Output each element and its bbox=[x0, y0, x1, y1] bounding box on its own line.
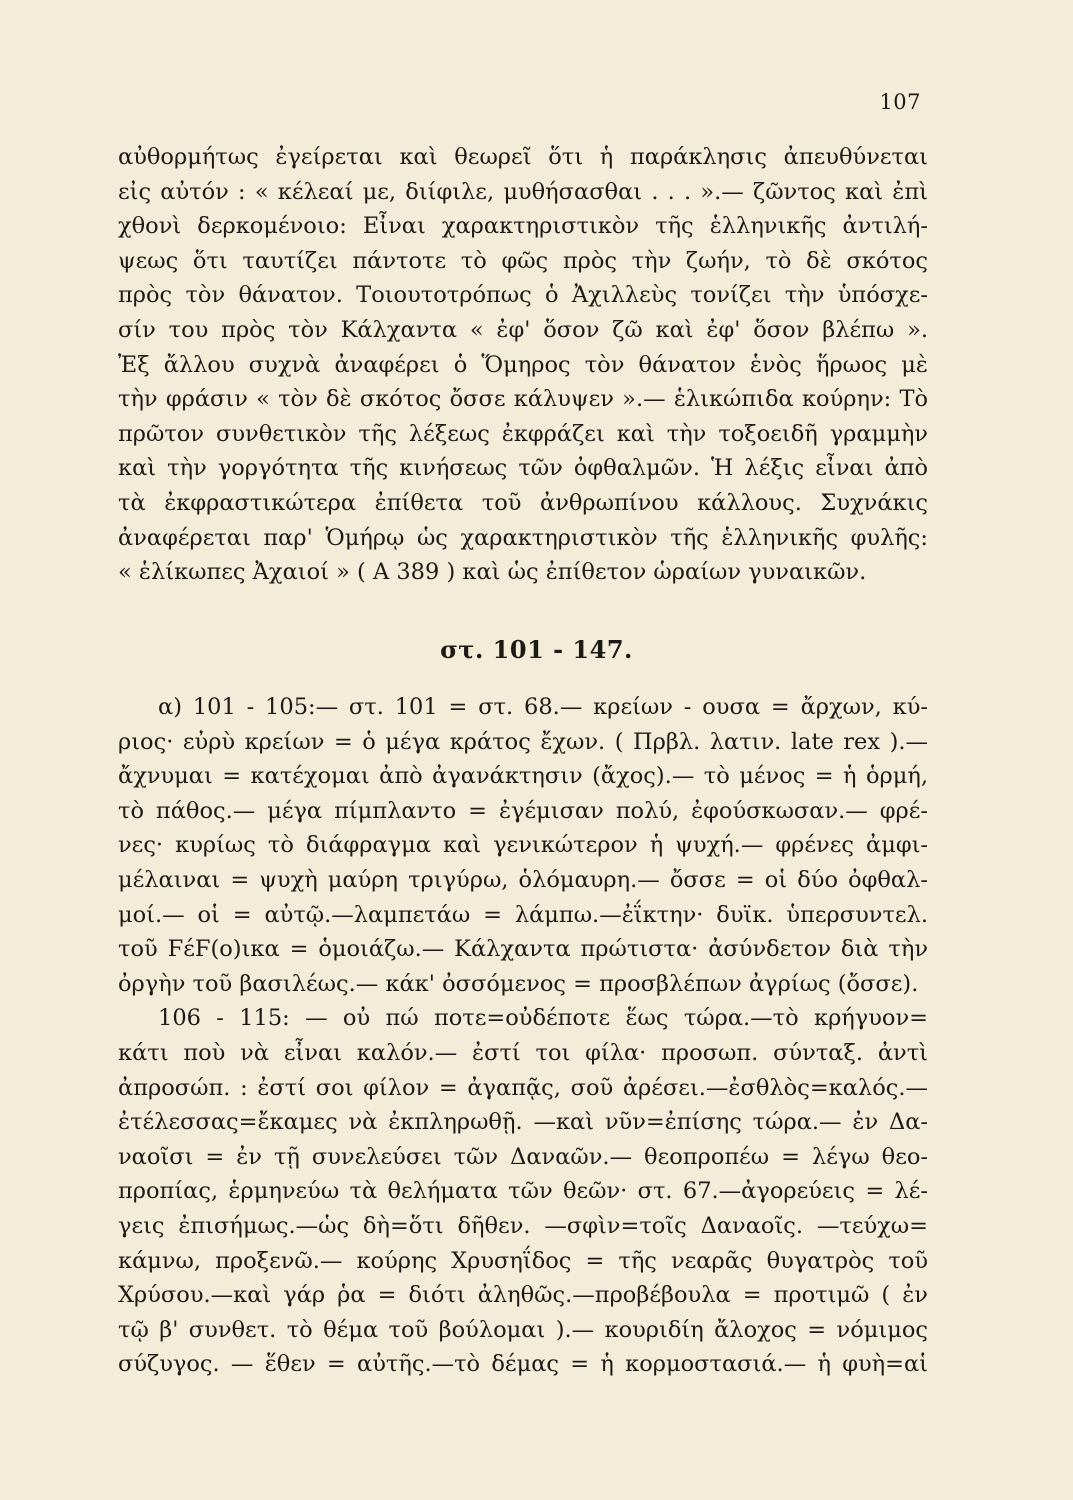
text-line: τὰ ἐκφραστικώτερα ἐπίθετα τοῦ ἀνθρωπίνου κάλλους. Συχνάκις bbox=[118, 489, 928, 516]
text-line: ἄχνυμαι = κατέχομαι ἀπὸ ἀγανάκτησιν (ἄχος).— τὸ μένος = ἡ ὁρμή, bbox=[118, 763, 928, 790]
section-heading: στ. 101 - 147. bbox=[440, 635, 633, 664]
text-line: καὶ τὴν γοργότητα τῆς κινήσεως τῶν ὀφθαλμῶν. Ἡ λέξις εἶναι ἀπὸ bbox=[118, 455, 928, 482]
text-line: νες· κυρίως τὸ διάφραγμα καὶ γενικώτερον ἡ ψυχή.— φρένες ἀμφι- bbox=[118, 832, 928, 859]
text-line: εἰς αὐτόν : « κέλεαί με, διίφιλε, μυθήσασθαι . . . ».— ζῶντος καὶ ἐπὶ bbox=[118, 178, 928, 205]
text-line: τοῦ ϜέϜ(ο)ικα = ὁμοιάζω.— Κάλχαντα πρώτιστα· ἀσύνδετον διὰ τὴν bbox=[118, 936, 928, 963]
text-line: τῷ β' συνθετ. τὸ θέμα τοῦ βούλομαι ).— κουριδίη ἄλοχος = νόμιμος bbox=[118, 1316, 928, 1343]
text-line: πρὸς τὸν θάνατον. Τοιουτοτρόπως ὁ Ἀχιλλεὺς τονίζει τὴν ὑπόσχε- bbox=[118, 282, 928, 309]
text-line: « ἑλίκωπες Ἀχαιοί » ( Α 389 ) καὶ ὡς ἐπίθετον ὡραίων γυναικῶν. bbox=[118, 559, 867, 586]
text-line: ριος· εὐρὺ κρείων = ὁ μέγα κράτος ἔχων. ( Πρβλ. λατιν. late rex ).— bbox=[118, 728, 928, 755]
text-line: ἐτέλεσσας=ἔκαμες νὰ ἐκπληρωθῇ. —καὶ νῦν=ἐπίσης τώρα.— ἐν Δα- bbox=[118, 1109, 928, 1136]
paragraph-verses-101-105 bbox=[118, 690, 928, 1382]
text-line: μέλαιναι = ψυχὴ μαύρη τριγύρω, ὁλόμαυρη.— ὄσσε = οἱ δύο ὀφθαλ- bbox=[118, 866, 928, 893]
text-line: τὸ πάθος.— μέγα πίμπλαντο = ἐγέμισαν πολύ, ἐφούσκωσαν.— φρέ- bbox=[118, 797, 928, 824]
text-line: χθονὶ δερκομένοιο: Εἶναι χαρακτηριστικὸν τῆς ἑλληνικῆς ἀντιλή- bbox=[118, 213, 928, 240]
text-line: κάτι ποὺ νὰ εἶναι καλόν.— ἐστί τοι φίλα· προσωπ. σύνταξ. ἀντὶ bbox=[118, 1039, 928, 1066]
text-line: σίν του πρὸς τὸν Κάλχαντα « ἐφ' ὅσον ζῶ καὶ ἐφ' ὅσον βλέπω ». bbox=[118, 316, 928, 343]
text-line: τὴν φράσιν « τὸν δὲ σκότος ὄσσε κάλυψεν ».— ἑλικώπιδα κούρην: Τὸ bbox=[118, 386, 928, 413]
text-line: κάμνω, προξενῶ.— κούρης Χρυσηΐδος = τῆς νεαρᾶς θυγατρὸς τοῦ bbox=[118, 1247, 928, 1274]
text-line: γεις ἐπισήμως.—ὡς δὴ=ὅτι δῆθεν. —σφὶν=τοῖς Δαναοῖς. —τεύχω= bbox=[118, 1212, 928, 1239]
text-line: α) 101 - 105:— στ. 101 = στ. 68.— κρείων - ουσα = ἄρχων, κύ- bbox=[158, 694, 928, 720]
text-line: πρῶτον συνθετικὸν τῆς λέξεως ἐκφράζει καὶ τὴν τοξοειδῆ γραμμὴν bbox=[118, 420, 928, 447]
text-line: Ἐξ ἄλλου συχνὰ ἀναφέρει ὁ Ὅμηρος τὸν θάνατον ἑνὸς ἥρωος μὲ bbox=[118, 351, 928, 378]
text-line: ὀργὴν τοῦ βασιλέως.— κάκ' ὀσσόμενος = προσβλέπων ἀγρίως (ὄσσε). bbox=[118, 970, 919, 997]
text-line: μοί.— οἱ = αὐτῷ.—λαμπετάω = λάμπω.—ἐΐκτην· δυϊκ. ὑπερσυντελ. bbox=[118, 901, 928, 928]
text-line: ψεως ὅτι ταυτίζει πάντοτε τὸ φῶς πρὸς τὴν ζωήν, τὸ δὲ σκότος bbox=[118, 247, 928, 274]
page-number: 107 bbox=[879, 90, 921, 114]
text-line: ναοῖσι = ἐν τῇ συνελεύσει τῶν Δαναῶν.— θεοπροπέω = λέγω θεο- bbox=[118, 1143, 928, 1170]
text-line: σύζυγος. — ἕθεν = αὐτῆς.—τὸ δέμας = ἡ κορμοστασιά.— ἡ φυὴ=αἱ bbox=[118, 1351, 928, 1378]
text-line: αὐθορμήτως ἐγείρεται καὶ θεωρεῖ ὅτι ἡ παράκλησις ἀπευθύνεται bbox=[118, 144, 928, 170]
text-line: ἀπροσώπ. : ἐστί σοι φίλον = ἀγαπᾷς, σοῦ ἀρέσει.—ἐσθλὸς=καλός.— bbox=[118, 1074, 928, 1101]
text-line: προπίας, ἑρμηνεύω τὰ θελήματα τῶν θεῶν· στ. 67.—ἀγορεύεις = λέ- bbox=[118, 1178, 928, 1205]
paragraph-commentary-intro bbox=[118, 140, 928, 590]
text-line: ἀναφέρεται παρ' Ὁμήρῳ ὡς χαρακτηριστικὸν τῆς ἑλληνικῆς φυλῆς: bbox=[118, 524, 928, 551]
text-line: Χρύσου.—καὶ γάρ ῥα = διότι ἀληθῶς.—προβέβουλα = προτιμῶ ( ἐν bbox=[118, 1282, 928, 1309]
text-line: 106 - 115: — οὐ πώ ποτε=οὐδέποτε ἕως τώρα.—τὸ κρήγυον= bbox=[158, 1005, 928, 1032]
